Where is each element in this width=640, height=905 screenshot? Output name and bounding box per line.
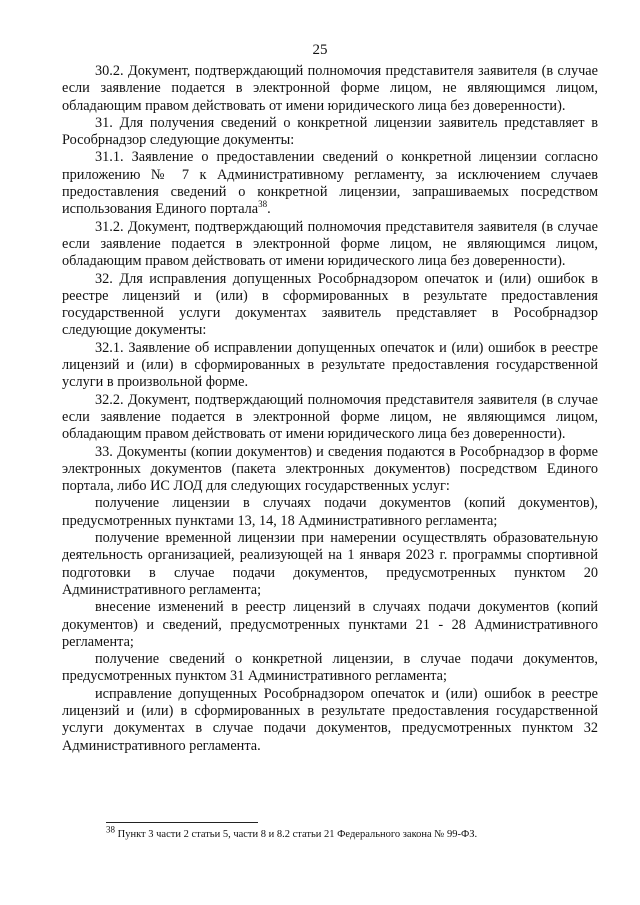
paragraph-30-2: 30.2. Документ, подтверждающий полномочия представителя заявителя (в случае если заявление подается в электронной форме лицом, не являющимся лицом, обладающим правом действовать от имени юридического лица без доверенности).: [62, 63, 598, 114]
list-item-error-correction: исправление допущенных Рособрнадзором опечаток и (или) ошибок в реестре лицензий и (или) в сформированных в результате предоставления государственной услуги документах в случае подачи документов, предусмотренных пунктом 32 Административного регламента.: [62, 685, 598, 754]
document-body: [62, 63, 598, 755]
paragraph-32-2: 32.2. Документ, подтверждающий полномочия представителя заявителя (в случае если заявление подается в электронной форме лицом, не являющимся лицом, обладающим правом действовать от имени юридического лица без доверенности).: [62, 391, 598, 443]
footnote-divider: [106, 822, 258, 823]
footnote: [106, 824, 478, 841]
footnote-number: 38: [106, 824, 115, 835]
list-item-registry-changes: внесение изменений в реестр лицензий в случаях подачи документов (копий документов) и сведений, предусмотренных пунктами 21 - 28 Административного регламента;: [62, 599, 598, 650]
footnote-reference-38[interactable]: 38: [258, 199, 268, 210]
paragraph-31-1: [62, 149, 598, 218]
paragraph-31-1-text: 31.1. Заявление о предоставлении сведений о конкретной лицензии согласно приложению № 7 к Административному регламенту, за исключением случаев предоставления сведений о конкретной лицензии, запрашиваемых посредством использования Единого портала: [62, 149, 598, 218]
paragraph-33: 33. Документы (копии документов) и сведения подаются в Рособрнадзор в форме электронных документов (пакета электронных документов) посредством Единого портала, либо ИС ЛОД для следующих государственных услуг:: [62, 443, 598, 495]
footnote-text: Пункт 3 части 2 статьи 5, части 8 и 8.2 статьи 21 Федерального закона № 99-ФЗ.: [115, 829, 478, 840]
paragraph-31-2: 31.2. Документ, подтверждающий полномочия представителя заявителя (в случае если заявление подается в электронной форме лицом, не являющимся лицом, обладающим правом действовать от имени юридического лица без доверенности).: [62, 218, 598, 270]
list-item-license-info: получение сведений о конкретной лицензии, в случае подачи документов, предусмотренных пунктом 31 Административного регламента;: [62, 651, 598, 685]
paragraph-32: 32. Для исправления допущенных Рособрнадзором опечаток и (или) ошибок в реестре лицензий и (или) в сформированных в результате предоставления государственной услуги документах заявитель представляет в Рособрнадзор следующие документы:: [62, 270, 598, 339]
paragraph-31: 31. Для получения сведений о конкретной лицензии заявитель представляет в Рособрнадзор следующие документы:: [62, 114, 598, 149]
paragraph-31-1-end: .: [267, 201, 271, 218]
list-item-temporary-license: получение временной лицензии при намерении осуществлять образовательную деятельность организацией, реализующей на 1 января 2023 г. программы спортивной подготовки в случае подачи документов, предусмотренных пунктом 20 Административного регламента;: [62, 530, 598, 598]
list-item-license: получение лицензии в случаях подачи документов (копий документов), предусмотренных пунктами 13, 14, 18 Административного регламента;: [62, 495, 598, 529]
paragraph-32-1: 32.1. Заявление об исправлении допущенных опечаток и (или) ошибок в реестре лицензий и (или) в сформированных в результате предоставления государственной услуги в произвольной форме.: [62, 339, 598, 391]
page-number: 25: [312, 42, 328, 58]
